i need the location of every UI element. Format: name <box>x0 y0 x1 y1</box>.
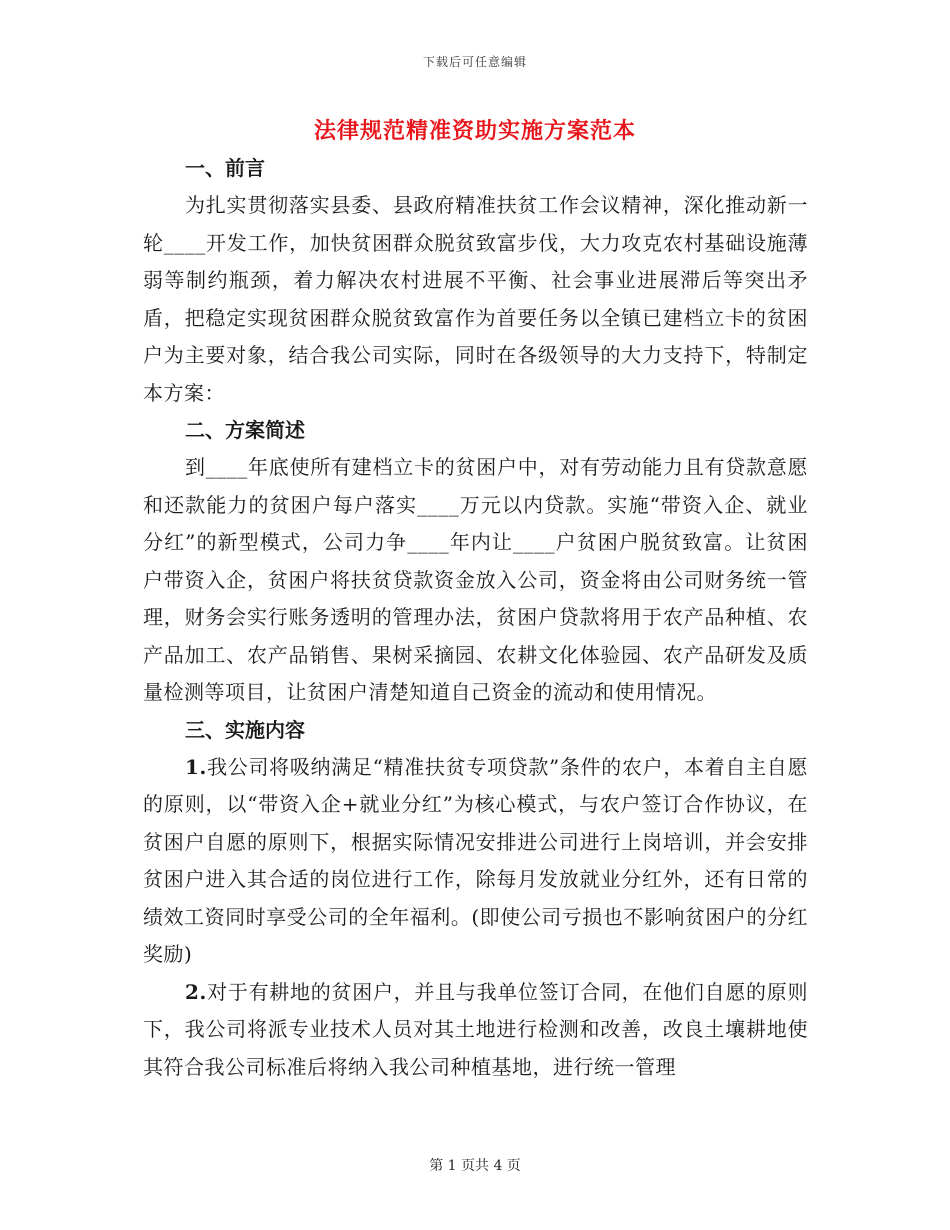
section-heading-preface: 一、前言 <box>185 156 265 180</box>
list-item <box>143 974 808 1087</box>
list-item-text: 我公司将吸纳满足“精准扶贫专项贷款”条件的农户，本着自主自愿的原则，以“带资入企+就业分红”为核心模式，与农户签订合作协议，在贫困户自愿的原则下，根据实际情况安排进公司进行上岗培训，并会安排贫困户进入其合适的岗位进行工作，除每月发放就业分红外，还有日常的绩效工资同时享受公司的全年福利。(即使公司亏损也不影响贫困户的分红奖励) <box>143 754 808 966</box>
list-item-number: 2. <box>185 979 207 1004</box>
section-heading-overview: 二、方案简述 <box>185 418 305 442</box>
list-item <box>143 749 808 974</box>
section-paragraph-preface: 为扎实贯彻落实县委、县政府精准扶贫工作会议精神，深化推动新一轮____开发工作，加快贫困群众脱贫致富步伐，大力攻克农村基础设施薄弱等制约瓶颈，着力解决农村进展不平衡、社会事业进展滞后等突出矛盾，把稳定实现贫困群众脱贫致富作为首要任务以全镇已建档立卡的贫困户为主要对象，结合我公司实际，同时在各级领导的大力支持下，特制定本方案： <box>143 193 808 405</box>
document-body <box>143 150 808 1086</box>
section-heading-implementation: 三、实施内容 <box>185 717 305 742</box>
document-title: 法律规范精准资助实施方案范本 <box>313 118 636 144</box>
header-note: 下载后可任意编辑 <box>422 55 527 69</box>
section-paragraph-overview: 到____年底使所有建档立卡的贫困户中，对有劳动能力且有贷款意愿和还款能力的贫困户每户落实____万元以内贷款。实施“带资入企、就业分红”的新型模式，公司力争____年内让____户贫困户脱贫致富。让贫困户带资入企，贫困户将扶贫贷款资金放入公司，资金将由公司财务统一管理，财务会实行账务透明的管理办法，贫困户贷款将用于农产品种植、农产品加工、农产品销售、果树采摘园、农耕文化体验园、农产品研发及质量检测等项目，让贫困户清楚知道自己资金的流动和使用情况。 <box>143 455 808 704</box>
list-item-number: 1. <box>185 754 207 779</box>
page-footer: 第 1 页共 4 页 <box>429 1158 521 1174</box>
list-item-text: 对于有耕地的贫困户，并且与我单位签订合同，在他们自愿的原则下，我公司将派专业技术人员对其土地进行检测和改善，改良土壤耕地使其符合我公司标准后将纳入我公司种植基地，进行统一管理 <box>143 979 808 1079</box>
